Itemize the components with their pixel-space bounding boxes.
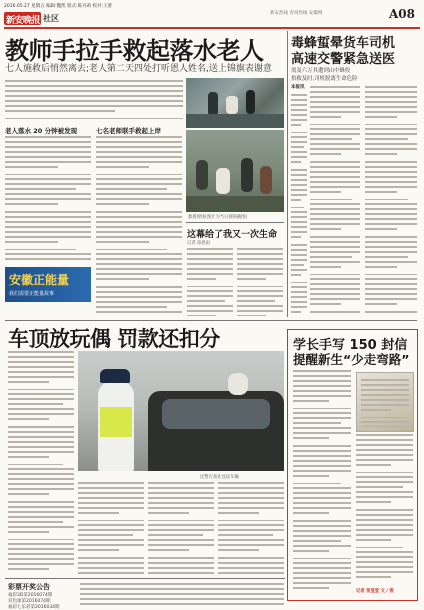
lottery-item-1: 福彩3D第2016074期	[8, 593, 53, 598]
right-top-col-1	[310, 86, 360, 314]
boxed-headline-2: 提醒新生“少走弯路”	[293, 352, 410, 367]
officer-vest	[100, 407, 132, 437]
section-title-1: 老人落水 20 分钟被发现	[5, 127, 78, 135]
right-top-col-0	[291, 94, 307, 314]
lead-body-col-1	[5, 136, 91, 263]
story2-col-1	[8, 351, 74, 575]
story2-col-4	[218, 482, 284, 574]
boxed-headline-1: 学长手写 150 封信	[293, 338, 408, 353]
positive-energy-ad	[5, 267, 91, 302]
lead-intro-text	[5, 80, 183, 120]
footer-rule	[5, 578, 285, 579]
story2-photo-caption: 民警在查处违法车辆	[200, 475, 239, 480]
lead-photo-caption: 救援现场(图片为当日视频截图)	[188, 215, 248, 220]
lead-subheadline: 七人施救后悄然离去;老人第二天四处打听恩人姓名,送上锦旗表谢意	[5, 64, 272, 74]
masthead-rule	[4, 27, 420, 29]
mid-box-text-left	[187, 248, 233, 316]
story2-col-2	[78, 482, 144, 574]
mid-box-top-rule	[186, 222, 284, 223]
letter-photo	[356, 372, 414, 432]
ad-title: 安徽正能量	[9, 273, 70, 287]
lead-photo	[186, 78, 284, 128]
handwriting	[361, 379, 409, 427]
rescue-scene-photo	[186, 130, 284, 212]
boxed-col-2	[356, 434, 413, 584]
logo-text: 新安晚报	[6, 16, 41, 26]
police-photo	[78, 351, 284, 471]
lottery-numbers	[80, 583, 284, 608]
story2-headline: 车顶放玩偶 罚款还扣分	[8, 327, 220, 351]
section-name: 社区	[43, 13, 59, 23]
boxed-footer: 记者 张莹莹 文 / 图	[356, 589, 394, 594]
mid-box-headline: 这幕给了我又一次生命	[187, 230, 278, 240]
right-top-col-2	[365, 86, 417, 314]
person-figure-1	[196, 160, 208, 190]
car-window	[162, 399, 270, 429]
newspaper-logo	[4, 12, 41, 25]
boxed-col-1	[293, 370, 351, 594]
right-headline-1: 毒蜂蜇晕货车司机	[291, 36, 396, 51]
roof-toy	[228, 373, 248, 395]
lottery-item-3: 福彩七乐彩第2016034期	[8, 605, 60, 610]
right-top-byline: 本报讯	[291, 85, 305, 90]
lottery-item-2: 双色球第2016074期	[8, 599, 51, 604]
mid-box-byline: 记者 徐思雨	[187, 241, 210, 246]
lead-body-col-2	[96, 136, 182, 316]
rescuer-figure-2	[226, 96, 238, 114]
story2-col-3	[148, 482, 214, 574]
person-figure-2	[216, 168, 230, 194]
section-title-2: 七名老师联手救起上岸	[96, 127, 161, 135]
water-surface	[186, 114, 284, 128]
right-subhead-1: 需及六万其遭到山中蜂投	[291, 68, 351, 74]
story2-top-rule	[5, 320, 417, 321]
ground	[186, 196, 284, 212]
officer-cap	[100, 369, 130, 383]
rescuer-figure-1	[208, 92, 218, 114]
rescuer-figure-3	[246, 90, 255, 114]
right-subhead-2: 拾救及时,司机脱离生命危险	[291, 76, 358, 82]
right-headline-2: 高速交警紧急送医	[291, 52, 396, 67]
lottery-title: 彩票开奖公告	[8, 583, 50, 591]
lead-headline: 教师手拉手救起落水老人	[5, 37, 264, 65]
date-line: 2016.05.27 星期五 编辑:魏凯 版式:陈丹莉 校对:王蕾	[4, 4, 113, 9]
ad-subtitle: 我们需要正能量故事	[9, 291, 55, 297]
website-line: 新安热线 咨询热线 安徽网	[270, 11, 323, 16]
person-figure-3	[241, 158, 253, 192]
mid-box-text-right	[237, 248, 283, 316]
page-number: A08	[389, 7, 416, 21]
right-column-divider	[287, 31, 288, 317]
person-figure-4	[260, 166, 272, 194]
